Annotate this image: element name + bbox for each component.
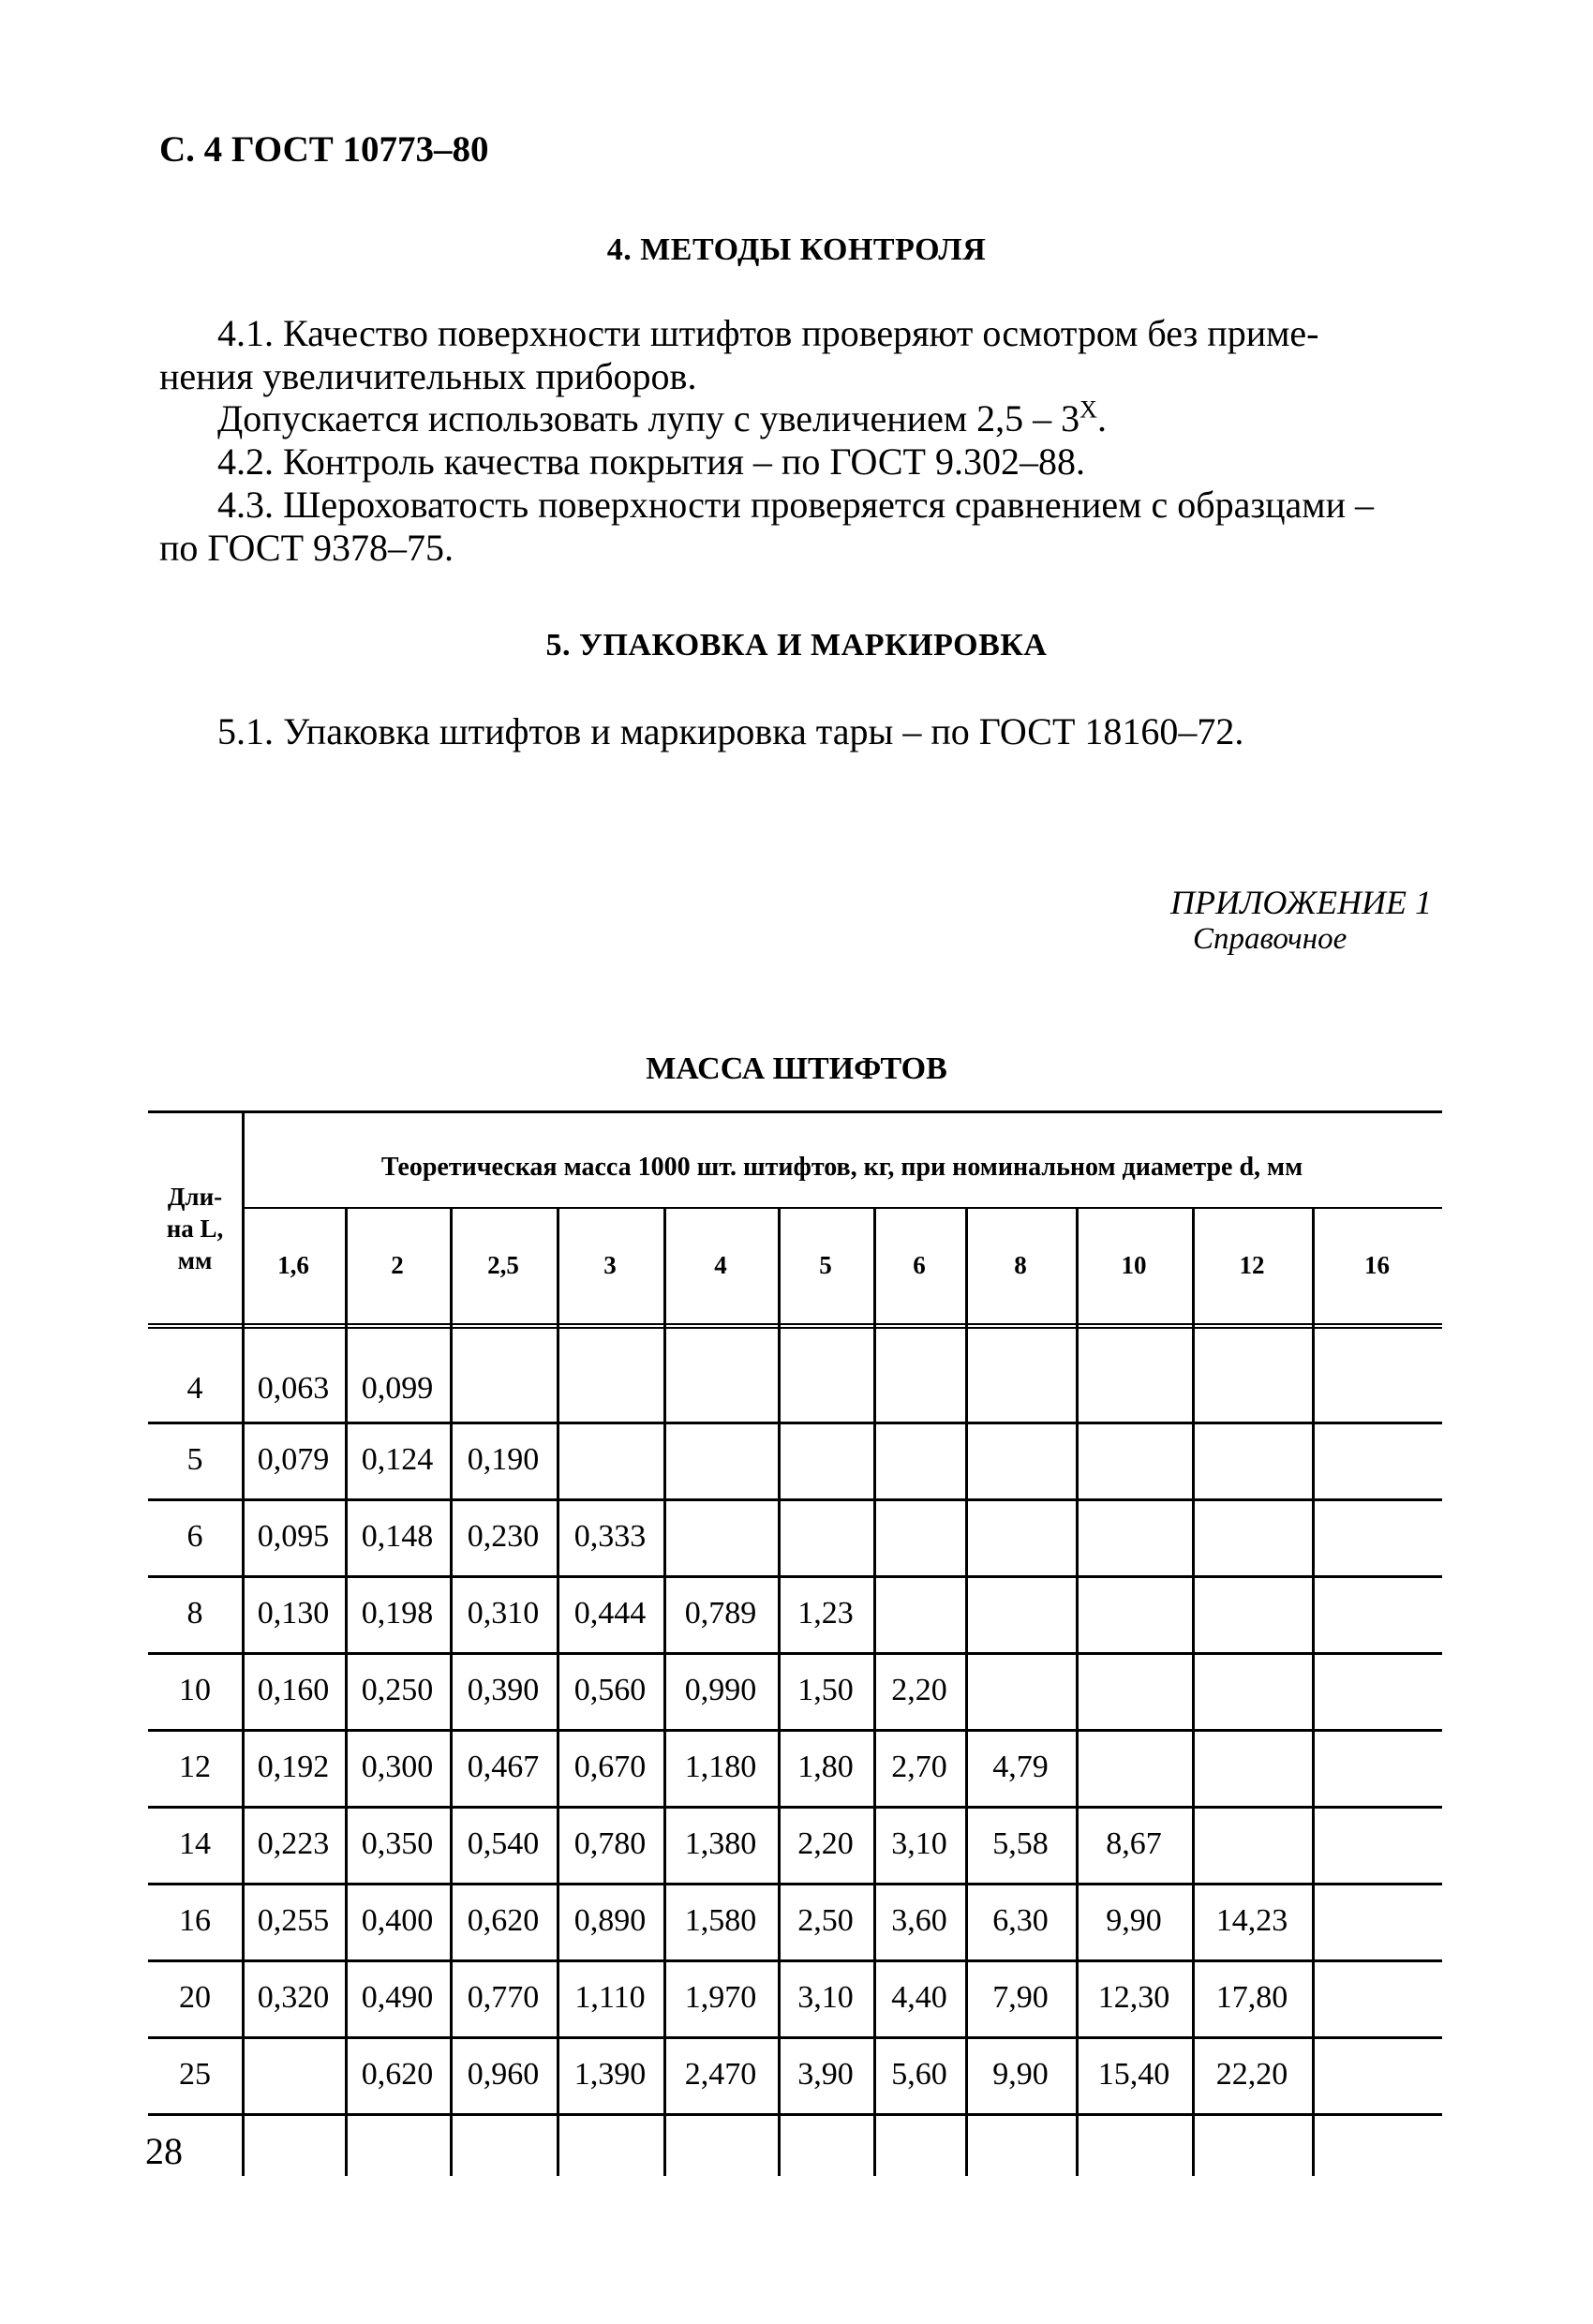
mass-value-cell: 3,60 (891, 1903, 947, 1938)
table-header-rule (148, 1323, 1442, 1325)
mass-value-cell: 2,470 (684, 2057, 757, 2092)
mass-value-cell: 0,192 (257, 1750, 330, 1784)
row-length-cell: 12 (179, 1750, 211, 1784)
diameter-header: 2,5 (487, 1251, 519, 1279)
table-row-rule (148, 1652, 1442, 1655)
diameter-header: 12 (1239, 1251, 1265, 1279)
diameter-header: 16 (1364, 1251, 1390, 1279)
paragraph-tolerance-end: . (1096, 397, 1107, 439)
mass-value-cell: 0,444 (573, 1596, 647, 1631)
mass-value-cell: 0,490 (361, 1980, 434, 2015)
paragraph-tolerance-text: Допускается использовать лупу с увеличением 2,5 – 3 (217, 397, 1080, 439)
diameter-header: 10 (1121, 1251, 1147, 1279)
section-5-title: 5. УПАКОВКА И МАРКИРОВКА (545, 628, 1048, 663)
mass-value-cell: 0,333 (573, 1519, 647, 1554)
mass-value-cell: 1,110 (574, 1980, 646, 2015)
mass-value-cell: 17,80 (1215, 1980, 1288, 2015)
mass-value-cell: 2,20 (797, 1826, 854, 1861)
mass-value-cell: 0,890 (573, 1903, 647, 1938)
mass-value-cell: 9,90 (992, 2057, 1049, 2092)
section-4-title: 4. МЕТОДЫ КОНТРОЛЯ (606, 232, 987, 267)
mass-value-cell: 5,60 (891, 2057, 947, 2092)
mass-value-cell: 0,789 (684, 1596, 757, 1631)
mass-value-cell: 14,23 (1215, 1903, 1288, 1938)
table-row-rule (148, 1806, 1442, 1809)
mass-value-cell: 0,770 (467, 1980, 540, 2015)
mass-value-cell: 6,30 (992, 1903, 1049, 1938)
table-row-rule (148, 2113, 1442, 2116)
table-row-rule (148, 1959, 1442, 1962)
mass-value-cell: 0,390 (467, 1673, 540, 1707)
mass-value-cell: 0,063 (257, 1371, 330, 1406)
paragraph-5-1: 5.1. Упаковка штифтов и маркировка тары – по ГОСТ 18160–72. (217, 710, 1244, 752)
superscript-x: X (1079, 395, 1097, 424)
table-row-rule (148, 2036, 1442, 2039)
mass-value-cell: 1,970 (684, 1980, 757, 2015)
row-header-label: мм (177, 1246, 213, 1274)
mass-value-cell: 3,10 (891, 1826, 947, 1861)
mass-value-cell: 0,960 (467, 2057, 540, 2092)
mass-value-cell: 0,467 (467, 1750, 540, 1784)
mass-value-cell: 0,130 (257, 1596, 330, 1631)
mass-value-cell: 2,70 (891, 1750, 947, 1784)
row-header-label: Дли- (167, 1183, 223, 1211)
mass-value-cell: 0,099 (361, 1371, 434, 1406)
row-length-cell: 25 (179, 2057, 211, 2092)
mass-value-cell: 8,67 (1106, 1826, 1162, 1861)
mass-value-cell: 1,390 (573, 2057, 647, 2092)
mass-value-cell: 7,90 (992, 1980, 1049, 2015)
row-header-label: на L, (166, 1214, 224, 1243)
mass-value-cell: 0,780 (573, 1826, 647, 1861)
mass-value-cell: 0,350 (361, 1826, 434, 1861)
diameter-header: 6 (913, 1251, 926, 1279)
mass-value-cell: 0,310 (467, 1596, 540, 1631)
mass-value-cell: 0,198 (361, 1596, 434, 1631)
table-header-rule (148, 1327, 1442, 1329)
row-length-cell: 20 (179, 1980, 211, 2015)
mass-value-cell: 0,223 (257, 1826, 330, 1861)
mass-value-cell: 2,50 (797, 1903, 854, 1938)
row-length-cell: 14 (179, 1826, 211, 1861)
table-subheader-rule (242, 1207, 1442, 1209)
page-number: 28 (145, 2130, 183, 2172)
row-length-cell: 16 (179, 1903, 211, 1938)
mass-value-cell: 0,230 (467, 1519, 540, 1554)
mass-value-cell: 0,255 (257, 1903, 330, 1938)
mass-value-cell: 3,10 (797, 1980, 854, 2015)
table-row-rule (148, 1575, 1442, 1578)
mass-value-cell: 3,90 (797, 2057, 854, 2092)
table-row-rule (148, 1883, 1442, 1885)
paragraph-4-2: 4.2. Контроль качества покрытия – по ГОСТ 9.302–88. (217, 440, 1085, 483)
group-header: Теоретическая масса 1000 шт. штифтов, кг, при номинальном диаметре d, мм (380, 1153, 1303, 1182)
mass-value-cell: 1,580 (684, 1903, 757, 1938)
row-length-cell: 6 (186, 1519, 203, 1554)
mass-value-cell: 0,400 (361, 1903, 434, 1938)
mass-value-cell: 1,80 (797, 1750, 854, 1784)
mass-value-cell: 0,148 (361, 1519, 434, 1554)
table-top-rule (148, 1110, 1442, 1113)
mass-value-cell: 12,30 (1097, 1980, 1170, 2015)
row-length-cell: 4 (186, 1371, 203, 1406)
table-col-rule (1192, 1207, 1195, 2176)
mass-value-cell: 0,250 (361, 1673, 434, 1707)
mass-value-cell: 0,620 (361, 2057, 434, 2092)
diameter-header: 5 (819, 1251, 832, 1279)
diameter-header: 4 (714, 1251, 727, 1279)
mass-value-cell: 0,079 (257, 1442, 330, 1477)
mass-value-cell: 0,160 (257, 1673, 330, 1707)
paragraph-tolerance (217, 397, 1107, 440)
mass-value-cell: 15,40 (1097, 2057, 1170, 2092)
mass-value-cell: 0,124 (361, 1442, 434, 1477)
mass-value-cell: 0,540 (467, 1826, 540, 1861)
mass-value-cell: 22,20 (1215, 2057, 1288, 2092)
mass-value-cell: 1,50 (797, 1673, 854, 1707)
mass-value-cell: 1,23 (797, 1596, 854, 1631)
paragraph-4-3-line2: по ГОСТ 9378–75. (159, 527, 454, 569)
paragraph-4-1-line1: 4.1. Качество поверхности штифтов проверяют осмотром без приме- (217, 312, 1319, 354)
mass-value-cell: 0,190 (467, 1442, 540, 1477)
mass-value-cell: 2,20 (891, 1673, 947, 1707)
appendix-label: ПРИЛОЖЕНИЕ 1 (1170, 884, 1432, 921)
diameter-header: 2 (391, 1251, 404, 1279)
mass-value-cell: 0,560 (573, 1673, 647, 1707)
table-col-rule (965, 1207, 968, 2176)
mass-value-cell: 5,58 (992, 1826, 1049, 1861)
table-title: МАССА ШТИФТОВ (646, 1051, 947, 1086)
mass-value-cell: 4,40 (891, 1980, 947, 2015)
paragraph-4-3-line1: 4.3. Шероховатость поверхности проверяется сравнением с образцами – (217, 484, 1375, 526)
mass-value-cell: 0,095 (257, 1519, 330, 1554)
table-col-rule (1312, 1207, 1315, 2176)
mass-value-cell: 9,90 (1106, 1903, 1162, 1938)
page-header: С. 4 ГОСТ 10773–80 (159, 129, 489, 170)
paragraph-4-1-line2: нения увеличительных приборов. (159, 355, 697, 397)
mass-value-cell: 0,620 (467, 1903, 540, 1938)
mass-value-cell: 0,990 (684, 1673, 757, 1707)
appendix-note: Справочное (1193, 922, 1347, 956)
mass-value-cell: 1,380 (684, 1826, 757, 1861)
row-length-cell: 10 (179, 1673, 211, 1707)
diameter-header: 3 (603, 1251, 617, 1279)
mass-value-cell: 1,180 (684, 1750, 757, 1784)
row-length-cell: 5 (186, 1442, 203, 1477)
diameter-header: 1,6 (277, 1251, 309, 1279)
mass-value-cell: 0,300 (361, 1750, 434, 1784)
table-row-rule (148, 1498, 1442, 1501)
mass-value-cell: 0,670 (573, 1750, 647, 1784)
row-length-cell: 8 (186, 1596, 203, 1631)
diameter-header: 8 (1014, 1251, 1027, 1279)
mass-value-cell: 0,320 (257, 1980, 330, 2015)
table-row-rule (148, 1422, 1442, 1424)
table-row-rule (148, 1729, 1442, 1732)
table-col-rule (1076, 1207, 1079, 2176)
mass-value-cell: 4,79 (992, 1750, 1049, 1784)
